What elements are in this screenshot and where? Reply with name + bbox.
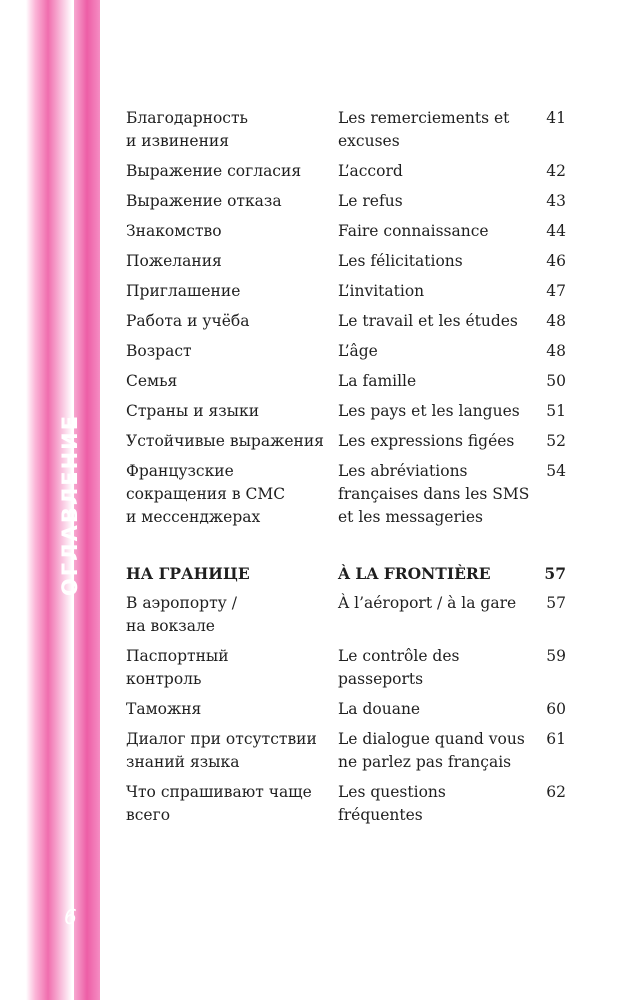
toc-row[interactable]: [126, 698, 566, 721]
toc-row[interactable]: [126, 460, 566, 529]
toc-row[interactable]: [126, 370, 566, 393]
toc-title-fr: Le travail et les études: [338, 312, 518, 330]
toc-title-ru: В аэропорту / на вокзале: [126, 594, 237, 635]
toc-title-fr: Le dialogue quand vous ne parlez pas français: [338, 730, 525, 771]
toc-page-number: 48: [546, 312, 566, 330]
toc-page-number: 51: [546, 402, 566, 420]
toc-row[interactable]: [126, 160, 566, 183]
toc-row[interactable]: [126, 645, 566, 691]
toc-title-ru: Что спрашивают чаще всего: [126, 783, 312, 824]
toc-title-fr: Le contrôle des passeports: [338, 647, 460, 688]
toc-title-ru: Французские сокращения в СМС и мессенджерах: [126, 462, 286, 526]
toc-row[interactable]: [126, 400, 566, 423]
toc-title-ru: НА ГРАНИЦЕ: [126, 564, 250, 583]
toc-page-number: 41: [546, 109, 566, 127]
page-number: 6: [64, 905, 77, 929]
toc-title-ru: Семья: [126, 372, 178, 390]
toc-title-ru: Выражение согласия: [126, 162, 302, 180]
toc-row[interactable]: [126, 592, 566, 638]
toc-title-ru: Устойчивые выражения: [126, 432, 324, 450]
toc-title-ru: Страны и языки: [126, 402, 260, 420]
vertical-section-title: ОГЛАВЛЕНИЕ: [58, 413, 82, 597]
toc-row[interactable]: [126, 430, 566, 453]
toc-row[interactable]: [126, 728, 566, 774]
toc-title-ru: Паспортный контроль: [126, 647, 229, 688]
toc-title-fr: Les pays et les langues: [338, 402, 520, 420]
toc-title-fr: L’âge: [338, 342, 378, 360]
toc-page-number: 42: [546, 162, 566, 180]
toc-page-number: 50: [546, 372, 566, 390]
toc-title-ru: Выражение отказа: [126, 192, 282, 210]
toc-title-fr: L’invitation: [338, 282, 425, 300]
toc-title-ru: Благодарность и извинения: [126, 109, 248, 150]
toc-page-number: 47: [546, 282, 566, 300]
toc-page-number: 46: [546, 252, 566, 270]
toc-page-number: 59: [546, 647, 566, 665]
toc-title-fr: La douane: [338, 700, 421, 718]
toc-row[interactable]: [126, 781, 566, 827]
toc-page-number: 52: [546, 432, 566, 450]
toc-page-number: 57: [546, 594, 566, 612]
toc-row[interactable]: [126, 340, 566, 363]
toc-title-fr: À LA FRONTIÈRE: [338, 564, 491, 583]
toc-title-fr: L’accord: [338, 162, 403, 180]
toc-row[interactable]: [126, 310, 566, 333]
toc-section-heading[interactable]: [126, 562, 566, 585]
toc-page-number: 57: [544, 564, 566, 583]
toc-title-ru: Пожелания: [126, 252, 222, 270]
toc-page-number: 62: [546, 783, 566, 801]
toc-page-number: 61: [546, 730, 566, 748]
toc-page-number: 60: [546, 700, 566, 718]
toc-title-fr: Faire connaissance: [338, 222, 489, 240]
toc-title-fr: Les félicitations: [338, 252, 463, 270]
toc-title-ru: Знакомство: [126, 222, 222, 240]
toc-title-ru: Возраст: [126, 342, 192, 360]
toc-title-fr: Les questions fréquentes: [338, 783, 446, 824]
toc-title-ru: Работа и учёба: [126, 312, 250, 330]
toc-title-fr: Les abréviations françaises dans les SMS et les messageries: [338, 462, 530, 526]
toc-row[interactable]: [126, 250, 566, 273]
toc-title-fr: À l’aéroport / à la gare: [338, 594, 517, 612]
toc-page-number: 44: [546, 222, 566, 240]
toc-title-ru: Таможня: [126, 700, 202, 718]
toc-title-fr: Le refus: [338, 192, 403, 210]
toc-title-ru: Приглашение: [126, 282, 241, 300]
table-of-contents: [126, 107, 566, 834]
toc-page-number: 48: [546, 342, 566, 360]
toc-title-fr: Les expressions figées: [338, 432, 515, 450]
toc-row[interactable]: [126, 107, 566, 153]
toc-title-fr: La famille: [338, 372, 417, 390]
toc-row[interactable]: [126, 220, 566, 243]
toc-title-fr: Les remerciements et excuses: [338, 109, 510, 150]
toc-row[interactable]: [126, 190, 566, 213]
toc-title-ru: Диалог при отсутствии знаний языка: [126, 730, 317, 771]
toc-row[interactable]: [126, 280, 566, 303]
toc-page-number: 54: [546, 462, 566, 480]
toc-page-number: 43: [546, 192, 566, 210]
